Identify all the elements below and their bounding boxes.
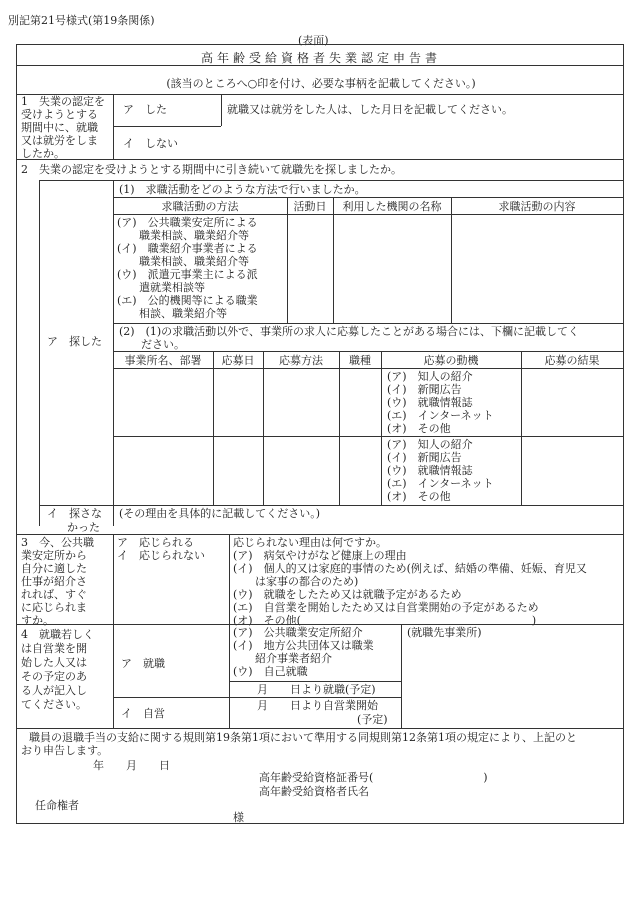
sub2-header-office: 事業所名、部署 bbox=[124, 354, 202, 367]
sub1-method-list: (ア) 公共職業安定所による 職業相談、職業紹介等 (イ) 職業紹介事業者による 職業相談、職業紹介等 (ウ) 派遣元事業主による派 遣就業相談等 (エ) 公的機関等による職業 相談、職業紹介等 bbox=[117, 216, 258, 320]
form-frame bbox=[16, 44, 624, 824]
sub2-header-job: 職種 bbox=[349, 354, 371, 367]
q4-option-self[interactable]: イ 自営 bbox=[121, 707, 165, 720]
instruction-text: (該当のところへ○印を付け、必要な事柄を記載してください。) bbox=[166, 77, 476, 90]
q2-sub1-label: (1) 求職活動をどのような方法で行いましたか。 bbox=[119, 183, 366, 196]
form-number: 別記第21号様式(第19条関係) bbox=[8, 14, 155, 27]
q4-job-sources: (ア) 公共職業安定所紹介 (イ) 地方公共団体又は職業 紹介事業者紹介 (ウ) 自己就職 bbox=[233, 626, 374, 678]
q4-option-job[interactable]: ア 就職 bbox=[121, 657, 165, 670]
sub2-header-motive: 応募の動機 bbox=[423, 354, 479, 367]
sub2-header-result: 応募の結果 bbox=[544, 354, 600, 367]
q1-option-did-note: 就職又は就労をした人は、した月日を記載してください。 bbox=[227, 103, 513, 116]
sub2-header-date: 応募日 bbox=[221, 354, 255, 367]
q1-option-did-not[interactable]: イ しない bbox=[123, 137, 178, 150]
date-line[interactable]: 年 月 日 bbox=[93, 759, 170, 772]
q3-label: 3 今、公共職 業安定所から 自分に適した 仕事が紹介さ れれば、すぐ に応じられま すか。 bbox=[21, 536, 94, 627]
q4-job-date: 月 日より就職(予定) bbox=[257, 683, 376, 696]
q4-label: 4 就職若しく は自営業を開 始した人又は その予定のあ る人が記入し てください。 bbox=[21, 628, 94, 711]
q3-options[interactable]: ア 応じられる イ 応じられない bbox=[117, 536, 205, 562]
certificate-number[interactable]: 高年齢受給資格証番号( ) bbox=[259, 771, 488, 784]
applicant-name-label: 高年齢受給資格者氏名 bbox=[259, 785, 369, 798]
q4-self-date: 月 日より自営業開始 (予定) bbox=[257, 699, 388, 726]
q2-option-not-searched[interactable]: イ 探さな かった bbox=[47, 507, 102, 534]
sub1-header-org: 利用した機関の名称 bbox=[342, 200, 442, 213]
q2-reason-note: (その理由を具体的に記載してください。) bbox=[119, 507, 321, 520]
form-title: 高年齢受給資格者失業認定申告書 bbox=[200, 51, 441, 65]
q2-sub2-label: (2) (1)の求職活動以外で、事業所の求人に応募したことがある場合には、下欄に記載してく ださい。 bbox=[119, 325, 579, 351]
sub2-motives-row2: (ア) 知人の紹介 (イ) 新聞広告 (ウ) 就職情報誌 (エ) インターネット (オ) その他 bbox=[387, 438, 494, 503]
sub2-header-method: 応募方法 bbox=[279, 354, 323, 367]
q1-label: 1 失業の認定を 受けようとする 期間中に、就職 又は就労をしま したか。 bbox=[21, 95, 105, 160]
sub2-motives-row1: (ア) 知人の紹介 (イ) 新聞広告 (ウ) 就職情報誌 (エ) インターネット (オ) その他 bbox=[387, 370, 494, 435]
appointer-label: 任命権者 bbox=[35, 799, 79, 812]
sub1-header-content: 求職活動の内容 bbox=[498, 200, 576, 213]
sama-label: 様 bbox=[233, 811, 244, 824]
q2-option-searched[interactable]: ア 探した bbox=[47, 335, 102, 348]
face-label: (表面) bbox=[298, 34, 329, 47]
q1-option-did[interactable]: ア した bbox=[123, 103, 167, 116]
q4-employer-label: (就職先事業所) bbox=[407, 626, 482, 639]
q3-reasons: 応じられない理由は何ですか。 (ア) 病気やけがなど健康上の理由 (イ) 個人的又は家庭的事情のため(例えば、結婚の準備、妊娠、育児又 は家事の都合のため) (ウ) 就職をしたため又は就職予定があるため (エ) 自営業を開始したため又は自営業開始の予定があるため (オ) その他( ) bbox=[233, 536, 587, 627]
declaration-text: 職員の退職手当の支給に関する規則第19条第1項において準用する同規則第12条第1項の規定により、上記のと おり申告します。 bbox=[21, 731, 577, 757]
sub1-header-date: 活動日 bbox=[293, 200, 327, 213]
sub1-header-method: 求職活動の方法 bbox=[161, 200, 239, 213]
q2-label: 2 失業の認定を受けようとする期間中に引き続いて就職先を探しましたか。 bbox=[21, 163, 402, 176]
